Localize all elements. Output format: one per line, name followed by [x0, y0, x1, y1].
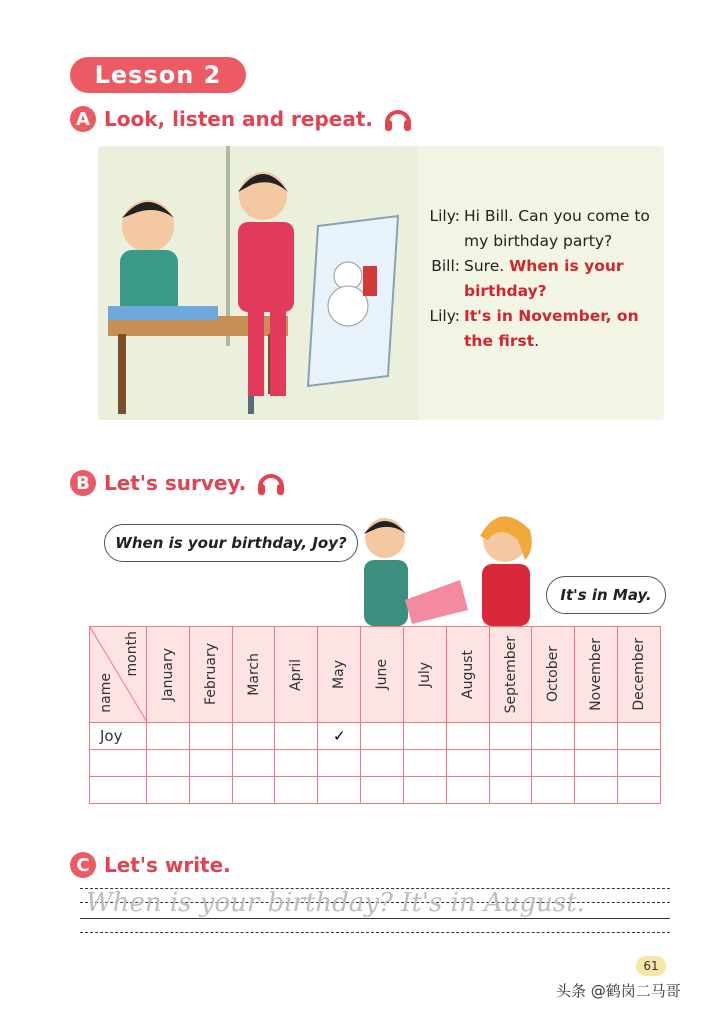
question-text: When is your birthday, Joy? — [115, 534, 347, 552]
check-cell[interactable] — [361, 750, 404, 777]
month-label: November — [588, 638, 605, 711]
month-header — [532, 627, 575, 723]
month-header — [318, 627, 361, 723]
check-cell[interactable] — [575, 777, 618, 804]
dialogue-text — [418, 204, 658, 354]
check-cell[interactable] — [232, 723, 275, 750]
month-header — [403, 627, 446, 723]
dialogue-line — [418, 254, 658, 304]
headphones-icon[interactable] — [256, 469, 286, 497]
check-cell[interactable] — [232, 750, 275, 777]
month-header — [147, 627, 190, 723]
section-c-title: Let's write. — [104, 853, 231, 877]
dialogue-text-line — [460, 254, 658, 304]
section-a-heading — [70, 104, 413, 134]
check-cell[interactable] — [189, 750, 232, 777]
dialogue-text-line: Hi Bill. Can you come to my birthday party? — [464, 207, 650, 250]
section-a-letter: A — [70, 106, 96, 132]
guide-line — [80, 932, 670, 933]
corner-header — [90, 627, 147, 723]
trace-sentence: When is your birthday? It's in August. — [86, 888, 585, 918]
month-label: September — [502, 635, 519, 714]
survey-kids-illustration — [350, 500, 540, 626]
month-header — [361, 627, 404, 723]
month-label: August — [459, 650, 476, 699]
base-line — [80, 918, 670, 919]
page-number: 61 — [636, 956, 666, 976]
section-a-title: Look, listen and repeat. — [104, 107, 374, 131]
check-cell[interactable] — [618, 777, 661, 804]
check-cell[interactable] — [489, 750, 532, 777]
month-label: May — [331, 660, 348, 689]
check-cell[interactable] — [446, 723, 489, 750]
table-row — [90, 750, 661, 777]
check-cell[interactable] — [361, 777, 404, 804]
survey-table — [89, 626, 661, 804]
month-header — [232, 627, 275, 723]
table-row — [90, 723, 661, 750]
headphones-icon[interactable] — [383, 105, 413, 133]
section-b-letter: B — [70, 470, 96, 496]
dialogue-text-line — [460, 304, 658, 354]
check-cell[interactable] — [403, 750, 446, 777]
section-c-heading — [70, 850, 231, 880]
month-label: June — [374, 659, 391, 690]
speaker-label: Lily: — [429, 307, 460, 325]
month-label: October — [545, 646, 562, 703]
section-c-letter: C — [70, 852, 96, 878]
check-cell[interactable] — [318, 777, 361, 804]
dialogue-highlight: When is your birthday? — [464, 257, 624, 300]
check-cell[interactable]: ✓ — [318, 723, 361, 750]
month-header — [618, 627, 661, 723]
table-row — [90, 777, 661, 804]
name-cell[interactable] — [90, 750, 147, 777]
dialogue-tail: . — [534, 332, 540, 350]
month-header — [489, 627, 532, 723]
check-cell[interactable] — [575, 750, 618, 777]
month-label: January — [159, 647, 176, 702]
name-cell[interactable] — [90, 777, 147, 804]
check-cell[interactable] — [575, 723, 618, 750]
speaker-label: Bill: — [431, 257, 460, 275]
check-cell[interactable] — [147, 723, 190, 750]
month-header — [275, 627, 318, 723]
dialogue-plain: Sure. — [464, 257, 505, 275]
month-label: April — [288, 658, 305, 691]
check-cell[interactable] — [403, 723, 446, 750]
check-cell[interactable] — [275, 723, 318, 750]
month-header — [575, 627, 618, 723]
check-cell[interactable] — [361, 723, 404, 750]
month-header — [189, 627, 232, 723]
check-cell[interactable] — [189, 777, 232, 804]
corner-month-label: month — [124, 631, 140, 677]
answer-speech-bubble — [546, 576, 666, 614]
lesson-title: Lesson 2 — [70, 57, 246, 93]
corner-name-label: name — [98, 673, 114, 713]
month-label: July — [416, 661, 433, 688]
month-label: March — [245, 653, 262, 696]
dialogue-line — [418, 204, 658, 254]
check-cell[interactable] — [403, 777, 446, 804]
check-cell[interactable] — [618, 723, 661, 750]
dialogue-highlight: It's in November, on the first — [464, 307, 639, 350]
check-cell[interactable] — [275, 777, 318, 804]
handwriting-lines[interactable] — [80, 884, 670, 944]
month-header — [446, 627, 489, 723]
section-b-heading — [70, 468, 286, 498]
check-cell[interactable] — [232, 777, 275, 804]
answer-text: It's in May. — [560, 586, 652, 604]
check-cell[interactable] — [489, 777, 532, 804]
check-cell[interactable] — [532, 723, 575, 750]
month-label: December — [631, 638, 648, 711]
check-cell[interactable] — [489, 723, 532, 750]
check-cell[interactable] — [532, 777, 575, 804]
dialogue-line — [418, 304, 658, 354]
check-cell[interactable] — [446, 777, 489, 804]
check-cell[interactable] — [189, 723, 232, 750]
check-cell[interactable] — [318, 750, 361, 777]
check-cell[interactable] — [446, 750, 489, 777]
speaker-label: Lily: — [429, 207, 460, 225]
name-cell[interactable]: Joy — [90, 723, 147, 750]
check-cell[interactable] — [532, 750, 575, 777]
section-b-title: Let's survey. — [104, 471, 247, 495]
watermark-text: 头条 @鹤岗二马哥 — [556, 982, 681, 1000]
check-cell[interactable] — [147, 777, 190, 804]
check-cell[interactable] — [618, 750, 661, 777]
check-cell[interactable] — [147, 750, 190, 777]
month-label: February — [202, 643, 219, 706]
check-cell[interactable] — [275, 750, 318, 777]
question-speech-bubble — [104, 524, 358, 562]
